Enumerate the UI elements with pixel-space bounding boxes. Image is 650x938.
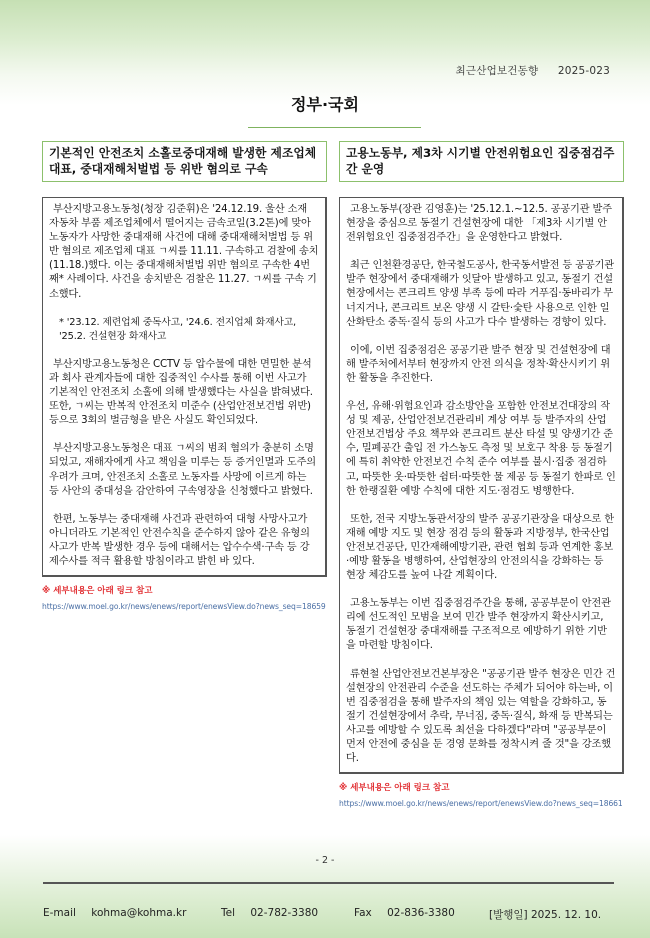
article-1-footnote: * '23.12. 제련업체 중독사고, '24.6. 전지업체 화재사고, '25.2. 건설현장 화재사고 [59,316,297,342]
article-1 [42,197,327,611]
footer-tel [221,907,318,919]
footer-issued [489,907,601,922]
page-number: - 2 - [315,855,335,866]
fax-number: 02-836-3380 [387,907,455,919]
article-1-headline: 기본적인 안전조치 소홀로중대재해 발생한 제조업체 대표, 중대재해처벌법 등 위반 혐의로 구속 [42,141,327,182]
email-address[interactable]: kohma@kohma.kr [91,907,187,919]
tel-number: 02-782-3380 [250,907,319,919]
article-2-reference-note: ※ 세부내용은 아래 링크 참고 [339,783,450,794]
issued-label: [발행일] [489,909,528,921]
section-title: 정부·국회 [291,95,359,114]
footer-email [43,907,186,919]
tel-label: Tel [221,907,236,919]
article-2-paragraph: 최근 인천환경공단, 한국철도공사, 한국동서발전 등 공공기관 발주 현장에서 중대재해가 잇달아 발생하고 있고, 동절기 건설현장에서는 콘크리트 양생 부족 등에 따라 거푸집·동바리가 무너지거나, 콘크리트 보온 양생 시 갈탄·숯탄 사용으로 인한 일산화탄소 중독·질식 등의 사고가 다수 발생하는 경향이 있다. [346,260,614,328]
article-1-paragraph: 부산지방고용노동청은 대표 ㄱ씨의 범죄 혐의가 충분히 소명되었고, 재해자에게 사고 책임을 미루는 등 증거인멸과 도주의 우려가 크며, 안전조치 소홀로 노동자를 사망에 이르게 하는 등 사안의 중대성을 감안하여 구속영장을 신청했다고 밝혔다. [49,443,316,497]
article-2-paragraph: 또한, 전국 지방노동관서장의 발주 공공기관장을 대상으로 한 재해 예방 지도 및 현장 점검 등의 활동과 지방정부, 한국산업안전보건공단, 민간재해예방기관, 관련 협회 등과 연계한 홍보·예방 활동을 병행하여, 산업현장의 안전의식을 강화하는 등 현장 체감도를 높여 나갈 계획이다. [346,513,614,582]
article-2-headline: 고용노동부, 제3차 시기별 안전위험요인 집중점검주간 운영 [339,141,624,182]
article-1-paragraph: 부산지방고용노동청은 CCTV 등 압수물에 대한 면밀한 분석과 회사 관계자들에 대한 집중적인 수사를 통해 이번 사고가 기본적인 안전조치 소홀에 의해 발생했다는 사실을 밝혀냈다. 또한, ㄱ씨는 반복적 안전조치 미준수 (산업안전보건법 위반) 등으로 3회의 벌금형을 받은 사실도 확인되었다. [49,358,313,427]
article-2-body [339,197,624,774]
article-2-paragraph: 이에, 이번 집중점검은 공공기관 발주 현장 및 건설현장에 대해 발주처에서부터 현장까지 안전 의식을 정착·확산시키기 위한 활동을 추진한다. [346,344,611,384]
article-2-paragraph: 우선, 유해·위험요인과 감소방안을 포함한 안전보건대장의 작성 및 제공, 산업안전보건관리비 계상 여부 등 발주자의 산업안전보건법상 주요 책무와 콘크리트 분산 타설 및 양생기간 준수, 밀폐공간 출입 전 가스농도 측정 및 보호구 착용 등 동절기에 특히 취약한 안전보건 수칙 준수 여부를 불시·집중 점검하고, 따뜻한 옷·따뜻한 쉼터·따뜻한 물 제공 등 동절기 한파로 인한 한랭질환 예방 수칙에 대한 지도·점검도 병행한다. [346,401,616,497]
article-2-source-link[interactable]: https://www.moel.go.kr/news/enews/report/enewsView.do?news_seq=18661 [339,799,623,809]
footer-divider [43,882,614,884]
footer-fax [354,907,455,919]
publication-header [456,63,610,78]
section-title-underline [248,127,421,128]
email-label: E-mail [43,907,76,919]
article-1-reference-note: ※ 세부내용은 아래 링크 참고 [42,586,153,597]
article-1-body [42,197,327,577]
issue-number: 2025-023 [557,65,610,77]
publication-name: 최근산업보건동향 [455,65,539,77]
article-2-paragraph: 고용노동부는 이번 집중점검주간을 통해, 공공부문이 안전관리에 선도적인 모범을 보여 민간 발주 현장까지 확산시키고, 동절기 건설현장 중대재해를 구조적으로 예방하기 위한 기반을 마련할 방침이다. [346,598,611,652]
article-1-paragraph: 한편, 노동부는 중대재해 사건과 관련하여 대형 사망사고가 아니더라도 기본적인 안전수칙을 준수하지 않아 같은 유형의 사고가 반복 발생한 경우 등에 대해서는 압수수색·구속 등 강제수사를 적극 활용할 방침이라고 밝힌 바 있다. [49,513,310,567]
fax-label: Fax [354,907,372,919]
issued-date: 2025. 12. 10. [530,909,602,921]
article-2-paragraph: 고용노동부(장관 김영훈)는 '25.12.1.~12.5. 공공기관 발주 현장을 중심으로 동절기 건설현장에 대한 「제3차 시기별 안전위험요인 집중점검주간」을 운영한다고 밝혔다. [346,204,612,244]
article-1-source-link[interactable]: https://www.moel.go.kr/news/enews/report/enewsView.do?news_seq=18659 [42,602,326,612]
article-1-paragraph: 부산지방고용노동청(청장 김준휘)은 '24.12.19. 울산 소재 자동차 부품 제조업체에서 떨어지는 금속코일(3.2톤)에 맞아 노동자가 사망한 중대재해 사건에 대해 중대재해처벌법 등 위반 혐의로 제조업체 대표 ㄱ씨를 11.11. 구속하고 검찰에 송치(11.18.)했다. 이는 중대재해처벌법 위반 혐의로 구속한 4번째* 사례이다. 사건을 송치받은 검찰은 11.27. ㄱ씨를 구속 기소했다. [49,204,319,300]
article-2-paragraph: 류현철 산업안전보건본부장은 "공공기관 발주 현장은 민간 건설현장의 안전관리 수준을 선도하는 주체가 되어야 하는바, 이번 집중점검을 통해 발주자의 책임 있는 역할을 강화하고, 동절기 건설현장에서 추락, 무너짐, 중독·질식, 화재 등 반복되는 사고를 예방할 수 있도록 최선을 다하겠다"라며 "공공부문이 먼저 안전에 중심을 둔 경영 문화를 정착시켜 줄 것"을 강조했다. [346,668,616,765]
article-2 [339,197,624,808]
